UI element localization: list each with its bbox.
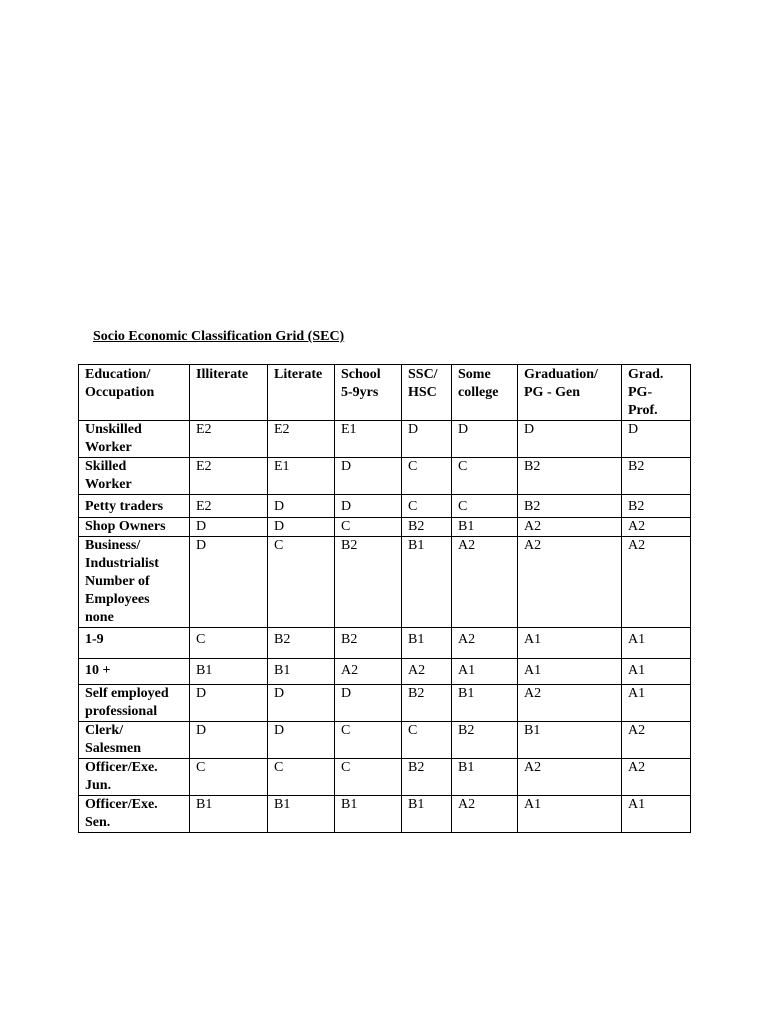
table-cell: D [190, 685, 268, 722]
table-cell: C [452, 458, 518, 495]
row-label: Officer/Exe. Jun. [79, 759, 190, 796]
header-literate: Literate [268, 365, 335, 421]
row-label: Shop Owners [79, 518, 190, 537]
table-cell: D [190, 518, 268, 537]
header-graduation-pg-gen: Graduation/ PG - Gen [518, 365, 622, 421]
table-cell: C [402, 458, 452, 495]
table-cell: B2 [452, 722, 518, 759]
table-cell: A2 [402, 659, 452, 685]
table-cell: A2 [518, 759, 622, 796]
row-label: Clerk/ Salesmen [79, 722, 190, 759]
table-row [79, 518, 691, 537]
table-cell: C [268, 537, 335, 628]
table-row [79, 796, 691, 833]
table-cell: A2 [622, 722, 691, 759]
header-education-occupation: Education/ Occupation [79, 365, 190, 421]
table-row [79, 537, 691, 628]
table-row [79, 685, 691, 722]
table-cell: C [190, 628, 268, 659]
table-cell: B2 [518, 495, 622, 518]
table-cell: B1 [402, 537, 452, 628]
row-label: Petty traders [79, 495, 190, 518]
table-row [79, 421, 691, 458]
table-cell: A2 [518, 537, 622, 628]
table-row [79, 759, 691, 796]
table-cell: D [268, 518, 335, 537]
table-cell: D [622, 421, 691, 458]
table-cell: D [335, 495, 402, 518]
table-row [79, 628, 691, 659]
table-cell: D [268, 722, 335, 759]
table-cell: A2 [622, 759, 691, 796]
table-cell: D [335, 685, 402, 722]
table-cell: D [190, 537, 268, 628]
table-cell: E2 [268, 421, 335, 458]
table-row [79, 722, 691, 759]
table-cell: C [402, 722, 452, 759]
header-grad-pg-prof: Grad. PG- Prof. [622, 365, 691, 421]
table-cell: D [452, 421, 518, 458]
header-ssc-hsc: SSC/ HSC [402, 365, 452, 421]
row-label: Skilled Worker [79, 458, 190, 495]
table-cell: C [335, 759, 402, 796]
table-cell: B2 [622, 495, 691, 518]
table-cell: B2 [402, 759, 452, 796]
table-cell: D [335, 458, 402, 495]
table-cell: C [402, 495, 452, 518]
header-school-5-9yrs: School 5-9yrs [335, 365, 402, 421]
table-cell: D [190, 722, 268, 759]
table-cell: A2 [518, 685, 622, 722]
table-cell: B1 [268, 659, 335, 685]
row-label: Officer/Exe. Sen. [79, 796, 190, 833]
table-cell: B2 [402, 685, 452, 722]
table-cell: B2 [335, 628, 402, 659]
row-label: 1-9 [79, 628, 190, 659]
row-label: 10 + [79, 659, 190, 685]
sec-grid-table [78, 364, 691, 833]
table-cell: A1 [622, 796, 691, 833]
table-cell: D [268, 685, 335, 722]
table-cell: E1 [335, 421, 402, 458]
table-row [79, 495, 691, 518]
table-cell: B1 [190, 796, 268, 833]
table-cell: C [190, 759, 268, 796]
table-cell: C [452, 495, 518, 518]
table-cell: B1 [518, 722, 622, 759]
table-cell: A2 [518, 518, 622, 537]
table-cell: B1 [452, 685, 518, 722]
table-cell: B1 [335, 796, 402, 833]
table-cell: E2 [190, 421, 268, 458]
table-cell: B2 [402, 518, 452, 537]
table-cell: C [335, 518, 402, 537]
table-row [79, 458, 691, 495]
table-cell: B1 [402, 628, 452, 659]
table-cell: B2 [268, 628, 335, 659]
table-cell: A1 [518, 796, 622, 833]
table-cell: D [518, 421, 622, 458]
table-cell: A2 [622, 537, 691, 628]
table-cell: A2 [452, 796, 518, 833]
table-cell: A1 [518, 659, 622, 685]
table-cell: A1 [518, 628, 622, 659]
table-row [79, 659, 691, 685]
table-cell: B1 [402, 796, 452, 833]
header-row [79, 365, 691, 421]
table-cell: D [268, 495, 335, 518]
table-cell: E2 [190, 458, 268, 495]
table-cell: B1 [452, 518, 518, 537]
table-cell: B1 [190, 659, 268, 685]
table-cell: A1 [622, 628, 691, 659]
table-cell: D [402, 421, 452, 458]
row-label: Business/ Industrialist Number of Employees none [79, 537, 190, 628]
table-cell: A1 [622, 659, 691, 685]
table-cell: E2 [190, 495, 268, 518]
table-cell: B2 [622, 458, 691, 495]
table-cell: C [268, 759, 335, 796]
table-cell: A2 [335, 659, 402, 685]
table-cell: A1 [622, 685, 691, 722]
table-cell: B2 [335, 537, 402, 628]
row-label: Unskilled Worker [79, 421, 190, 458]
table-cell: A2 [452, 628, 518, 659]
table-cell: E1 [268, 458, 335, 495]
table-cell: A2 [622, 518, 691, 537]
table-cell: C [335, 722, 402, 759]
table-cell: A1 [452, 659, 518, 685]
header-illiterate: Illiterate [190, 365, 268, 421]
table-cell: A2 [452, 537, 518, 628]
table-cell: B1 [268, 796, 335, 833]
table-header [79, 365, 691, 421]
page-title: Socio Economic Classification Grid (SEC) [93, 329, 345, 344]
header-some-college: Some college [452, 365, 518, 421]
table-body [79, 421, 691, 833]
table-cell: B2 [518, 458, 622, 495]
row-label: Self employed professional [79, 685, 190, 722]
table-cell: B1 [452, 759, 518, 796]
